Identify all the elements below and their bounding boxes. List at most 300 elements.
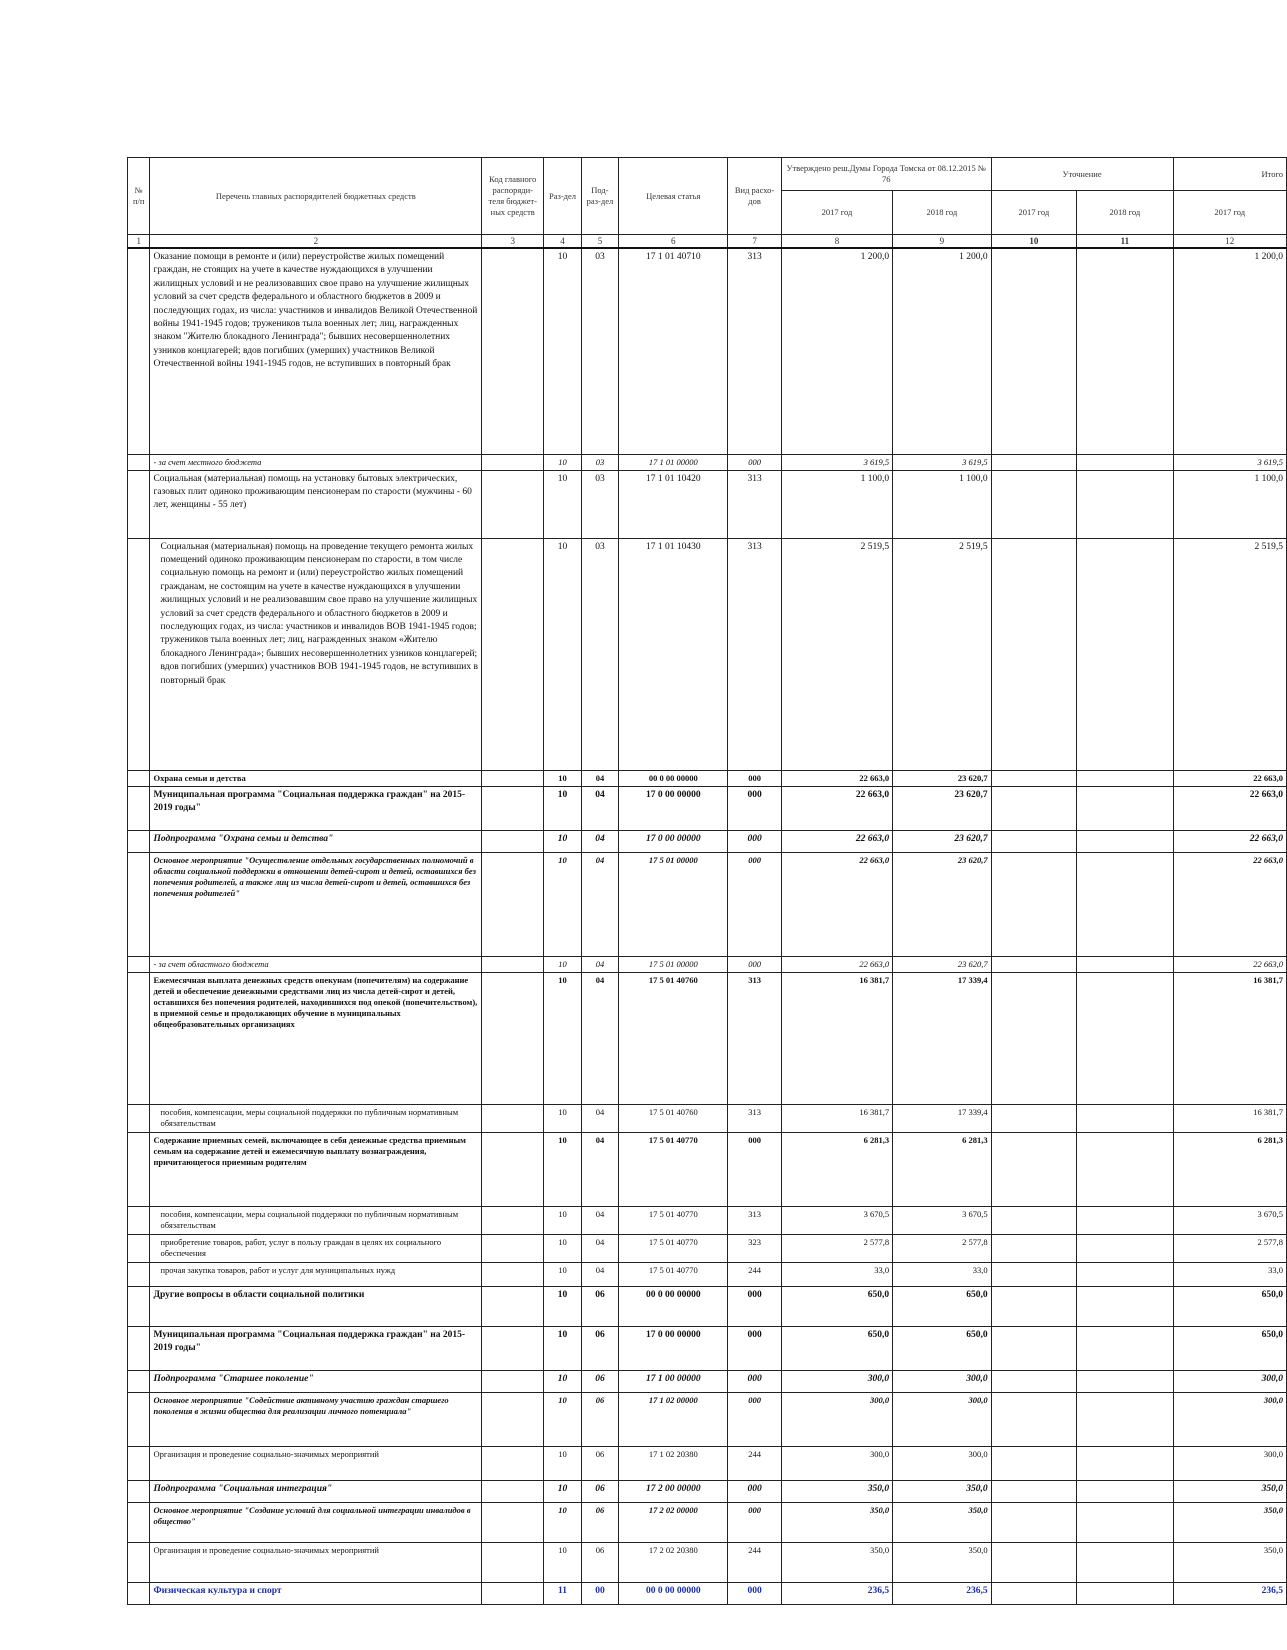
row-num-cell [128, 770, 150, 786]
total-2017-cell: 22 663,0 [1173, 770, 1287, 786]
header-adjust-2017: 2017 год [991, 191, 1077, 235]
target-cell: 17 5 01 40770 [619, 1262, 728, 1286]
adjust-2018-cell [1077, 1582, 1173, 1604]
code-cell [482, 956, 544, 972]
code-cell [482, 1262, 544, 1286]
row-name-cell: приобретение товаров, работ, услуг в пользу граждан в целях их социального обеспечения [150, 1234, 482, 1262]
subsection-cell: 06 [581, 1446, 618, 1480]
adjust-2018-cell [1077, 852, 1173, 956]
subsection-cell: 04 [581, 830, 618, 852]
adjust-2017-cell [991, 852, 1077, 956]
subsection-cell: 06 [581, 1542, 618, 1582]
target-cell: 00 0 00 00000 [619, 1286, 728, 1326]
row-num-cell [128, 454, 150, 470]
row-name-cell: Содержание приемных семей, включающее в себя денежные средства приемным семьям на содержание детей и ежемесячную выплату вознаграждения, причитающегося приемным родителям [150, 1132, 482, 1206]
colnum: 6 [619, 235, 728, 249]
approved-2017-cell: 22 663,0 [781, 830, 892, 852]
adjust-2018-cell [1077, 1446, 1173, 1480]
code-cell [482, 1132, 544, 1206]
code-cell [482, 972, 544, 1104]
table-row [128, 538, 1287, 770]
subsection-cell: 03 [581, 454, 618, 470]
row-name-cell: Оказание помощи в ремонте и (или) переустройстве жилых помещений граждан, не стоящих на учете в качестве нуждающихся в улучшении жилищных условий и не реализовавших свое право на улучшение жилищных условий за счет средств федерального и областного бюджетов в 2009 и последующих годах, из числа: участников и инвалидов Великой Отечественной войны 1941-1945 годов; тружеников тыла военных лет; лиц, награжденных знаком "Жителю блокадного Ленинграда"; бывших несовершеннолетних узников концлагерей; вдов погибших (умерших) участников Великой Отечественной войны 1941-1945 годов, не вступивших в повторный брак [150, 248, 482, 454]
total-2017-cell: 2 519,5 [1173, 538, 1287, 770]
row-num-cell [128, 1234, 150, 1262]
header-total-2017: 2017 год [1173, 191, 1287, 235]
approved-2017-cell: 22 663,0 [781, 852, 892, 956]
target-cell: 17 0 00 00000 [619, 1326, 728, 1370]
exp-type-cell: 000 [728, 852, 782, 956]
target-cell: 17 5 01 40770 [619, 1234, 728, 1262]
section-cell: 10 [544, 1262, 581, 1286]
section-cell: 10 [544, 1370, 581, 1392]
adjust-2017-cell [991, 1104, 1077, 1132]
table-row [128, 830, 1287, 852]
row-name-cell: Организация и проведение социально-значимых мероприятий [150, 1542, 482, 1582]
row-name-cell: Подпрограмма "Охрана семьи и детства" [150, 830, 482, 852]
section-cell: 10 [544, 1286, 581, 1326]
exp-type-cell: 000 [728, 786, 782, 830]
approved-2018-cell: 2 577,8 [893, 1234, 991, 1262]
approved-2018-cell: 300,0 [893, 1392, 991, 1446]
code-cell [482, 1286, 544, 1326]
table-row [128, 852, 1287, 956]
row-name-cell: Социальная (материальная) помощь на установку бытовых электрических, газовых плит одиноко проживающим пенсионерам по старости (мужчины - 60 лет, женщины - 55 лет) [150, 470, 482, 538]
table-row [128, 1132, 1287, 1206]
approved-2017-cell: 300,0 [781, 1446, 892, 1480]
section-cell: 10 [544, 248, 581, 454]
adjust-2018-cell [1077, 770, 1173, 786]
approved-2018-cell: 23 620,7 [893, 852, 991, 956]
approved-2017-cell: 33,0 [781, 1262, 892, 1286]
approved-2018-cell: 23 620,7 [893, 956, 991, 972]
total-2017-cell: 300,0 [1173, 1446, 1287, 1480]
colnum: 11 [1077, 235, 1173, 249]
total-2017-cell: 350,0 [1173, 1480, 1287, 1502]
adjust-2017-cell [991, 1370, 1077, 1392]
row-name-cell: Другие вопросы в области социальной политики [150, 1286, 482, 1326]
approved-2017-cell: 2 577,8 [781, 1234, 892, 1262]
approved-2018-cell: 3 619,5 [893, 454, 991, 470]
target-cell: 17 5 01 00000 [619, 956, 728, 972]
code-cell [482, 786, 544, 830]
adjust-2017-cell [991, 972, 1077, 1104]
code-cell [482, 538, 544, 770]
target-cell: 17 5 01 40770 [619, 1132, 728, 1206]
row-name-cell: Основное мероприятие "Содействие активному участию граждан старшего поколения в жизни общества для реализации личного потенциала" [150, 1392, 482, 1446]
code-cell [482, 1234, 544, 1262]
header-approved-2018: 2018 год [893, 191, 991, 235]
approved-2018-cell: 23 620,7 [893, 786, 991, 830]
approved-2017-cell: 650,0 [781, 1326, 892, 1370]
total-2017-cell: 300,0 [1173, 1392, 1287, 1446]
table-header [128, 158, 1287, 249]
adjust-2017-cell [991, 1392, 1077, 1446]
header-adjust-2018: 2018 год [1077, 191, 1173, 235]
exp-type-cell: 000 [728, 770, 782, 786]
approved-2018-cell: 350,0 [893, 1542, 991, 1582]
table-row [128, 1582, 1287, 1604]
approved-2018-cell: 1 100,0 [893, 470, 991, 538]
adjust-2017-cell [991, 1582, 1077, 1604]
code-cell [482, 1582, 544, 1604]
adjust-2017-cell [991, 786, 1077, 830]
code-cell [482, 1392, 544, 1446]
code-cell [482, 248, 544, 454]
total-2017-cell: 300,0 [1173, 1370, 1287, 1392]
row-name-cell: Муниципальная программа "Социальная поддержка граждан" на 2015-2019 годы" [150, 786, 482, 830]
row-num-cell [128, 852, 150, 956]
adjust-2018-cell [1077, 538, 1173, 770]
adjust-2017-cell [991, 1480, 1077, 1502]
colnum: 5 [581, 235, 618, 249]
target-cell: 00 0 00 00000 [619, 1582, 728, 1604]
colnum: 12 [1173, 235, 1287, 249]
colnum: 4 [544, 235, 581, 249]
adjust-2018-cell [1077, 956, 1173, 972]
header-section: Раз-дел [544, 158, 581, 235]
adjust-2017-cell [991, 1234, 1077, 1262]
subsection-cell: 04 [581, 786, 618, 830]
row-num-cell [128, 1132, 150, 1206]
section-cell: 10 [544, 1206, 581, 1234]
section-cell: 10 [544, 852, 581, 956]
adjust-2018-cell [1077, 1206, 1173, 1234]
subsection-cell: 04 [581, 1206, 618, 1234]
target-cell: 17 2 00 00000 [619, 1480, 728, 1502]
exp-type-cell: 313 [728, 248, 782, 454]
target-cell: 17 5 01 40760 [619, 972, 728, 1104]
section-cell: 10 [544, 956, 581, 972]
row-num-cell [128, 1446, 150, 1480]
approved-2017-cell: 6 281,3 [781, 1132, 892, 1206]
approved-2018-cell: 6 281,3 [893, 1132, 991, 1206]
approved-2017-cell: 650,0 [781, 1286, 892, 1326]
table-body [128, 248, 1287, 1604]
adjust-2017-cell [991, 1132, 1077, 1206]
adjust-2018-cell [1077, 1480, 1173, 1502]
code-cell [482, 1446, 544, 1480]
approved-2017-cell: 236,5 [781, 1582, 892, 1604]
section-cell: 10 [544, 1446, 581, 1480]
target-cell: 17 1 01 10430 [619, 538, 728, 770]
row-num-cell [128, 972, 150, 1104]
adjust-2017-cell [991, 1542, 1077, 1582]
total-2017-cell: 2 577,8 [1173, 1234, 1287, 1262]
subsection-cell: 04 [581, 1132, 618, 1206]
adjust-2018-cell [1077, 1286, 1173, 1326]
table-row [128, 956, 1287, 972]
table-row [128, 1542, 1287, 1582]
section-cell: 10 [544, 770, 581, 786]
adjust-2018-cell [1077, 1262, 1173, 1286]
subsection-cell: 04 [581, 972, 618, 1104]
row-name-cell: прочая закупка товаров, работ и услуг для муниципальных нужд [150, 1262, 482, 1286]
table-row [128, 1206, 1287, 1234]
adjust-2018-cell [1077, 1502, 1173, 1542]
approved-2018-cell: 650,0 [893, 1286, 991, 1326]
row-name-cell: Подпрограмма "Социальная интеграция" [150, 1480, 482, 1502]
code-cell [482, 1542, 544, 1582]
section-cell: 10 [544, 454, 581, 470]
subsection-cell: 04 [581, 1262, 618, 1286]
adjust-2017-cell [991, 956, 1077, 972]
row-name-cell: Организация и проведение социально-значимых мероприятий [150, 1446, 482, 1480]
code-cell [482, 770, 544, 786]
exp-type-cell: 000 [728, 956, 782, 972]
approved-2018-cell: 350,0 [893, 1480, 991, 1502]
table-row [128, 1446, 1287, 1480]
colnum: 2 [150, 235, 482, 249]
table-row [128, 786, 1287, 830]
subsection-cell: 00 [581, 1582, 618, 1604]
adjust-2017-cell [991, 1502, 1077, 1542]
table-row [128, 248, 1287, 454]
total-2017-cell: 16 381,7 [1173, 972, 1287, 1104]
adjust-2018-cell [1077, 1392, 1173, 1446]
section-cell: 10 [544, 470, 581, 538]
adjust-2017-cell [991, 248, 1077, 454]
subsection-cell: 06 [581, 1326, 618, 1370]
approved-2018-cell: 650,0 [893, 1326, 991, 1370]
header-adjust: Уточнение [991, 158, 1173, 191]
exp-type-cell: 313 [728, 1104, 782, 1132]
adjust-2017-cell [991, 1286, 1077, 1326]
code-cell [482, 470, 544, 538]
target-cell: 17 5 01 40770 [619, 1206, 728, 1234]
adjust-2018-cell [1077, 830, 1173, 852]
exp-type-cell: 000 [728, 1502, 782, 1542]
table-row [128, 1286, 1287, 1326]
approved-2017-cell: 350,0 [781, 1480, 892, 1502]
exp-type-cell: 000 [728, 1286, 782, 1326]
header-exp-type: Вид расхо-дов [728, 158, 782, 235]
exp-type-cell: 000 [728, 1132, 782, 1206]
total-2017-cell: 3 619,5 [1173, 454, 1287, 470]
target-cell: 17 2 02 20380 [619, 1542, 728, 1582]
section-cell: 10 [544, 830, 581, 852]
colnum: 7 [728, 235, 782, 249]
adjust-2018-cell [1077, 454, 1173, 470]
approved-2018-cell: 2 519,5 [893, 538, 991, 770]
row-name-cell: Охрана семьи и детства [150, 770, 482, 786]
adjust-2017-cell [991, 538, 1077, 770]
table-row [128, 1262, 1287, 1286]
approved-2017-cell: 22 663,0 [781, 786, 892, 830]
approved-2017-cell: 2 519,5 [781, 538, 892, 770]
total-2017-cell: 350,0 [1173, 1542, 1287, 1582]
code-cell [482, 1370, 544, 1392]
table-row [128, 470, 1287, 538]
target-cell: 17 1 02 00000 [619, 1392, 728, 1446]
subsection-cell: 04 [581, 852, 618, 956]
subsection-cell: 03 [581, 248, 618, 454]
approved-2018-cell: 23 620,7 [893, 770, 991, 786]
target-cell: 17 0 00 00000 [619, 830, 728, 852]
code-cell [482, 1104, 544, 1132]
subsection-cell: 04 [581, 1234, 618, 1262]
approved-2018-cell: 17 339,4 [893, 972, 991, 1104]
column-numbers [128, 235, 1287, 249]
header-approved-2017: 2017 год [781, 191, 892, 235]
section-cell: 10 [544, 1502, 581, 1542]
approved-2017-cell: 22 663,0 [781, 770, 892, 786]
row-num-cell [128, 1206, 150, 1234]
section-cell: 10 [544, 1132, 581, 1206]
total-2017-cell: 33,0 [1173, 1262, 1287, 1286]
approved-2017-cell: 1 200,0 [781, 248, 892, 454]
total-2017-cell: 650,0 [1173, 1286, 1287, 1326]
section-cell: 10 [544, 1480, 581, 1502]
total-2017-cell: 22 663,0 [1173, 786, 1287, 830]
adjust-2018-cell [1077, 470, 1173, 538]
row-name-cell: Подпрограмма "Старшее поколение" [150, 1370, 482, 1392]
adjust-2017-cell [991, 1446, 1077, 1480]
total-2017-cell: 16 381,7 [1173, 1104, 1287, 1132]
row-num-cell [128, 1286, 150, 1326]
header-total: Итого [1173, 158, 1287, 191]
subsection-cell: 06 [581, 1370, 618, 1392]
adjust-2017-cell [991, 1326, 1077, 1370]
subsection-cell: 04 [581, 770, 618, 786]
row-num-cell [128, 248, 150, 454]
approved-2018-cell: 33,0 [893, 1262, 991, 1286]
row-name-cell: Основное мероприятие "Создание условий для социальной интеграции инвалидов в общество" [150, 1502, 482, 1542]
adjust-2018-cell [1077, 786, 1173, 830]
approved-2017-cell: 350,0 [781, 1542, 892, 1582]
table-row [128, 1480, 1287, 1502]
total-2017-cell: 650,0 [1173, 1326, 1287, 1370]
target-cell: 17 1 01 10420 [619, 470, 728, 538]
table-row [128, 1502, 1287, 1542]
header-code: Код главного распоряди-теля бюджет-ных средств [482, 158, 544, 235]
section-cell: 10 [544, 972, 581, 1104]
row-num-cell [128, 1326, 150, 1370]
target-cell: 17 5 01 40760 [619, 1104, 728, 1132]
header-approved: Утверждено реш.Думы Города Томска от 08.12.2015 № 76 [781, 158, 991, 191]
exp-type-cell: 000 [728, 1582, 782, 1604]
target-cell: 17 1 02 20380 [619, 1446, 728, 1480]
adjust-2018-cell [1077, 1370, 1173, 1392]
total-2017-cell: 22 663,0 [1173, 852, 1287, 956]
row-num-cell [128, 786, 150, 830]
approved-2018-cell: 1 200,0 [893, 248, 991, 454]
table-row [128, 1326, 1287, 1370]
approved-2018-cell: 300,0 [893, 1370, 991, 1392]
code-cell [482, 454, 544, 470]
subsection-cell: 04 [581, 1104, 618, 1132]
table-row [128, 1370, 1287, 1392]
table-row [128, 1234, 1287, 1262]
total-2017-cell: 1 100,0 [1173, 470, 1287, 538]
total-2017-cell: 350,0 [1173, 1502, 1287, 1542]
adjust-2017-cell [991, 830, 1077, 852]
colnum: 8 [781, 235, 892, 249]
row-num-cell [128, 830, 150, 852]
table-row [128, 972, 1287, 1104]
target-cell: 17 5 01 00000 [619, 852, 728, 956]
approved-2017-cell: 3 670,5 [781, 1206, 892, 1234]
row-name-cell: Физическая культура и спорт [150, 1582, 482, 1604]
subsection-cell: 04 [581, 956, 618, 972]
section-cell: 10 [544, 1234, 581, 1262]
row-num-cell [128, 956, 150, 972]
section-cell: 10 [544, 786, 581, 830]
target-cell: 17 1 00 00000 [619, 1370, 728, 1392]
section-cell: 10 [544, 1104, 581, 1132]
code-cell [482, 1326, 544, 1370]
total-2017-cell: 1 200,0 [1173, 248, 1287, 454]
approved-2017-cell: 300,0 [781, 1392, 892, 1446]
colnum: 10 [991, 235, 1077, 249]
table-row [128, 770, 1287, 786]
approved-2017-cell: 22 663,0 [781, 956, 892, 972]
exp-type-cell: 313 [728, 470, 782, 538]
exp-type-cell: 313 [728, 1206, 782, 1234]
header-num: № п/п [128, 158, 150, 235]
target-cell: 17 1 01 40710 [619, 248, 728, 454]
exp-type-cell: 000 [728, 1370, 782, 1392]
total-2017-cell: 3 670,5 [1173, 1206, 1287, 1234]
table-row [128, 454, 1287, 470]
code-cell [482, 1480, 544, 1502]
adjust-2018-cell [1077, 1326, 1173, 1370]
adjust-2018-cell [1077, 972, 1173, 1104]
row-name-cell: - за счет областного бюджета [150, 956, 482, 972]
approved-2018-cell: 17 339,4 [893, 1104, 991, 1132]
code-cell [482, 830, 544, 852]
approved-2017-cell: 3 619,5 [781, 454, 892, 470]
subsection-cell: 06 [581, 1480, 618, 1502]
exp-type-cell: 244 [728, 1542, 782, 1582]
code-cell [482, 1502, 544, 1542]
row-num-cell [128, 1370, 150, 1392]
row-num-cell [128, 1392, 150, 1446]
header-name: Перечень главных распорядителей бюджетных средств [150, 158, 482, 235]
exp-type-cell: 000 [728, 830, 782, 852]
row-name-cell: Социальная (материальная) помощь на проведение текущего ремонта жилых помещений одиноко проживающим пенсионерам по старости, в том числе социальную помощь на ремонт и (или) переустройство жилых помещений гражданам, не состоящим на учете в качестве нуждающихся в улучшении жилищных условий и не реализовавшим свое право на улучшение жилищных условий за счет средств федерального и областного бюджетов в 2009 и последующих годах, из числа: участников и инвалидов ВОВ 1941-1945 годов; тружеников тыла военных лет; лиц, награжденных знаком «Жителю блокадного Ленинграда»; бывших несовершеннолетних узников концлагерей; вдов погибших (умерших) участников ВОВ 1941-1945 годов, не вступивших в повторный брак [150, 538, 482, 770]
approved-2017-cell: 300,0 [781, 1370, 892, 1392]
approved-2017-cell: 350,0 [781, 1502, 892, 1542]
exp-type-cell: 244 [728, 1446, 782, 1480]
colnum: 1 [128, 235, 150, 249]
table-row [128, 1104, 1287, 1132]
budget-table [127, 157, 1287, 1605]
adjust-2018-cell [1077, 1542, 1173, 1582]
header-subsection: Под-раз-дел [581, 158, 618, 235]
adjust-2018-cell [1077, 1104, 1173, 1132]
table-row [128, 1392, 1287, 1446]
approved-2017-cell: 16 381,7 [781, 1104, 892, 1132]
section-cell: 11 [544, 1582, 581, 1604]
exp-type-cell: 244 [728, 1262, 782, 1286]
section-cell: 10 [544, 538, 581, 770]
adjust-2017-cell [991, 770, 1077, 786]
row-num-cell [128, 1262, 150, 1286]
approved-2018-cell: 350,0 [893, 1502, 991, 1542]
total-2017-cell: 236,5 [1173, 1582, 1287, 1604]
total-2017-cell: 6 281,3 [1173, 1132, 1287, 1206]
exp-type-cell: 313 [728, 972, 782, 1104]
row-name-cell: пособия, компенсации, меры социальной поддержки по публичным нормативным обязательствам [150, 1206, 482, 1234]
target-cell: 17 1 01 00000 [619, 454, 728, 470]
total-2017-cell: 22 663,0 [1173, 830, 1287, 852]
row-num-cell [128, 1582, 150, 1604]
exp-type-cell: 000 [728, 454, 782, 470]
exp-type-cell: 000 [728, 1392, 782, 1446]
exp-type-cell: 323 [728, 1234, 782, 1262]
adjust-2018-cell [1077, 248, 1173, 454]
